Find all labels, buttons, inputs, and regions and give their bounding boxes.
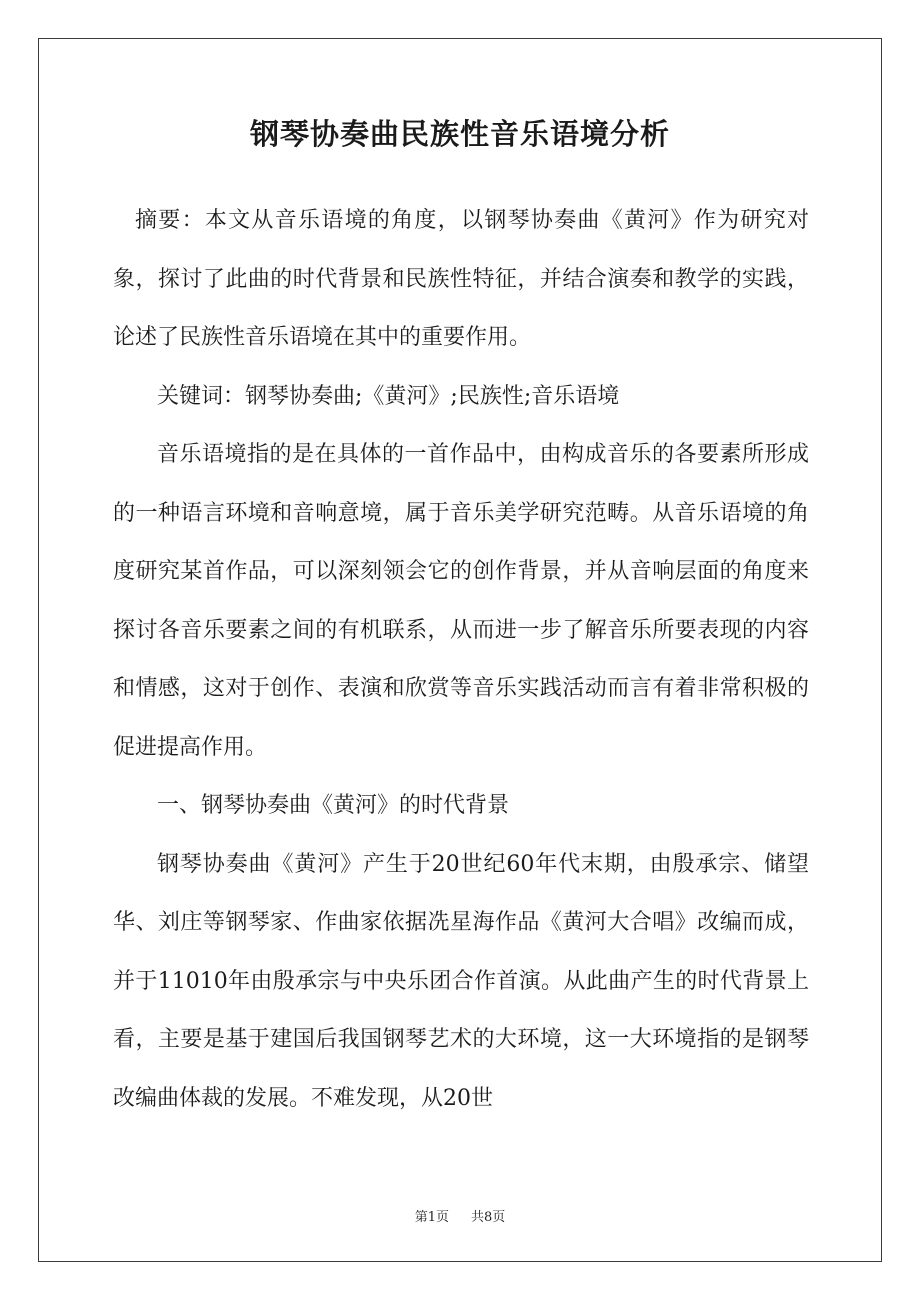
background-paragraph: 钢琴协奏曲《黄河》产生于20世纪60年代末期，由殷承宗、储望华、刘庄等钢琴家、作曲家依据冼星海作品《黄河大合唱》改编而成，并于11010年由殷承宗与中央乐团合作首演。从此曲产生的时代背景上看，主要是基于建国后我国钢琴艺术的大环境，这一大环境指的是钢琴改编曲体裁的发展。不难发现，从20世 — [113, 851, 809, 1111]
page-number: 第1页 — [414, 1210, 449, 1225]
abstract-paragraph: 摘要：本文从音乐语境的角度，以钢琴协奏曲《黄河》作为研究对象，探讨了此曲的时代背景和民族性特征，并结合演奏和教学的实践，论述了民族性音乐语境在其中的重要作用。 — [113, 208, 809, 350]
section-heading: 一、钢琴协奏曲《黄河》的时代背景 — [157, 793, 510, 818]
document-body — [113, 192, 809, 1128]
document-title: 钢琴协奏曲民族性音乐语境分析 — [249, 117, 670, 151]
intro-paragraph: 音乐语境指的是在具体的一首作品中，由构成音乐的各要素所形成的一种语言环境和音响意境，属于音乐美学研究范畴。从音乐语境的角度研究某首作品，可以深刻领会它的创作背景，并从音响层面的角度来探讨各音乐要素之间的有机联系，从而进一步了解音乐所要表现的内容和情感，这对于创作、表演和欣赏等音乐实践活动而言有着非常积极的促进提高作用。 — [113, 442, 809, 760]
keywords-paragraph: 关键词：钢琴协奏曲;《黄河》;民族性;音乐语境 — [157, 383, 620, 409]
page-footer — [38, 1206, 882, 1225]
page-total: 共8页 — [471, 1210, 506, 1225]
